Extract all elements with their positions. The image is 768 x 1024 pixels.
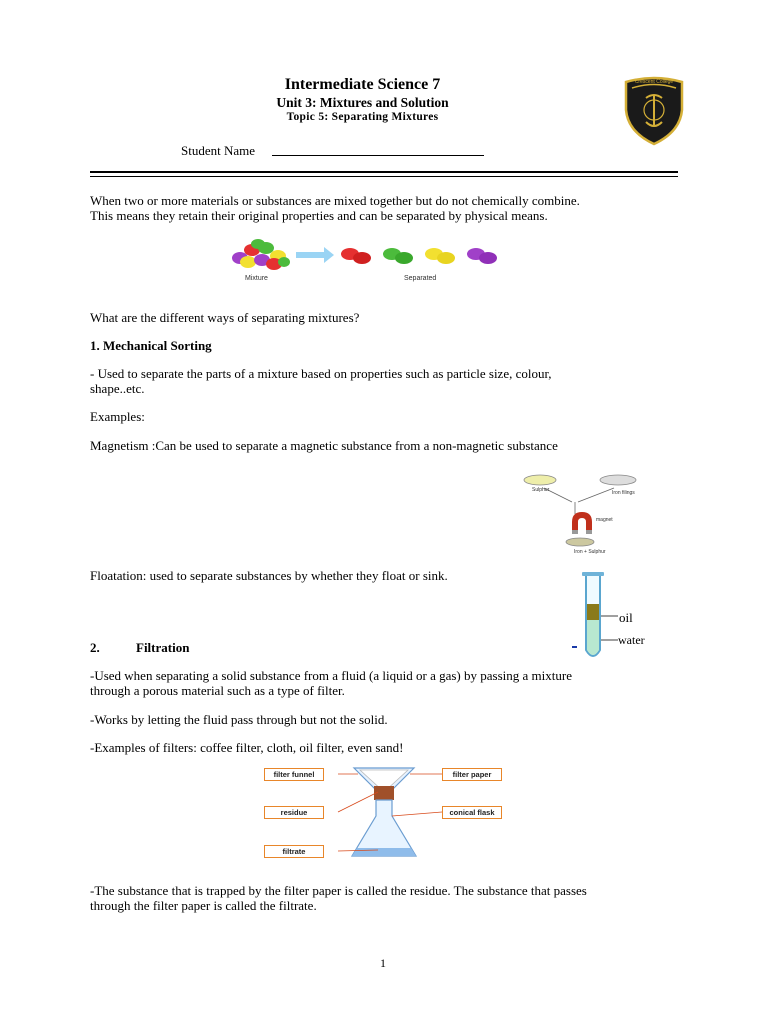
section-2-heading: Filtration bbox=[136, 640, 190, 655]
label-filter-funnel: filter funnel bbox=[264, 768, 324, 781]
label-conical-flask: conical flask bbox=[442, 806, 502, 819]
filtration-p1-line-2: through a porous material such as a type of filter. bbox=[90, 683, 345, 698]
filtration-p2: -Works by letting the fluid pass through but not the solid. bbox=[90, 712, 388, 727]
label-filter-paper: filter paper bbox=[442, 768, 502, 781]
filtration-p1-line-1: -Used when separating a solid substance from a fluid (a liquid or a gas) by passing a mixture bbox=[90, 668, 572, 683]
unit-title: Unit 3: Mixtures and Solution bbox=[276, 95, 449, 110]
school-crest-icon bbox=[622, 76, 686, 146]
section-1-heading: 1. Mechanical Sorting bbox=[90, 338, 212, 353]
examples-label: Examples: bbox=[90, 409, 145, 424]
section-1-desc-2: shape..etc. bbox=[90, 381, 145, 396]
label-residue: residue bbox=[264, 806, 324, 819]
label-magnet: magnet bbox=[596, 517, 613, 523]
mixed-candies bbox=[232, 239, 290, 270]
topic-title: Topic 5: Separating Mixtures bbox=[286, 111, 439, 123]
intro-line-1: When two or more materials or substances are mixed together but do not chemically combine. bbox=[90, 193, 580, 208]
label-iron-filings: Iron filings bbox=[612, 490, 635, 496]
filtrate-liquid bbox=[352, 848, 416, 856]
green-candies bbox=[383, 248, 413, 264]
magnetism-text: Magnetism :Can be used to separate a magnetic substance from a non-magnetic substance bbox=[90, 438, 558, 453]
filtration-p4-line-1: -The substance that is trapped by the filter paper is called the residue. The substance that passes bbox=[90, 883, 587, 898]
page-number: 1 bbox=[380, 956, 386, 970]
magnet-figure bbox=[518, 468, 648, 560]
student-name-label: Student Name bbox=[181, 143, 256, 158]
label-sulphur: Sulphur bbox=[532, 487, 550, 493]
blue-dash bbox=[572, 646, 577, 648]
header-rule-thin bbox=[90, 176, 678, 177]
stopper bbox=[374, 786, 394, 800]
oil-layer bbox=[587, 604, 599, 620]
conical-flask-icon bbox=[352, 800, 416, 856]
logo-text: Crescent College bbox=[634, 79, 674, 85]
iron-filings-dish bbox=[600, 475, 636, 485]
water-layer bbox=[587, 620, 599, 655]
section-1-desc-1: - Used to separate the parts of a mixture based on properties such as particle size, colour, bbox=[90, 366, 552, 381]
question-text: What are the different ways of separating mixtures? bbox=[90, 310, 360, 325]
filtration-p4-line-2: through the filter paper is called the filtrate. bbox=[90, 898, 317, 913]
mixture-dish bbox=[566, 538, 594, 546]
doc-title: Intermediate Science 7 bbox=[284, 76, 441, 93]
label-filtrate: filtrate bbox=[264, 845, 324, 858]
filtration-p3: -Examples of filters: coffee filter, cloth, oil filter, even sand! bbox=[90, 740, 404, 755]
red-candies bbox=[341, 248, 371, 264]
mixture-figure bbox=[228, 236, 504, 272]
sulphur-dish bbox=[524, 475, 556, 485]
header-rule-thick bbox=[90, 171, 678, 173]
label-separated: Separated bbox=[404, 275, 437, 282]
magnet-icon bbox=[572, 512, 592, 532]
purple-candies bbox=[467, 248, 497, 264]
label-water: water bbox=[618, 633, 645, 647]
label-iron-sulphur: Iron + Sulphur bbox=[574, 549, 606, 555]
test-tube-figure bbox=[568, 570, 624, 664]
floatation-text: Floatation: used to separate substances by whether they float or sink. bbox=[90, 568, 448, 583]
section-2-number: 2. bbox=[90, 640, 100, 655]
label-oil: oil bbox=[619, 610, 633, 625]
arrow-icon bbox=[296, 247, 334, 263]
student-name-line[interactable] bbox=[272, 155, 484, 156]
intro-line-2: This means they retain their original properties and can be separated by physical means. bbox=[90, 208, 548, 223]
yellow-candies bbox=[425, 248, 455, 264]
label-mixture: Mixture bbox=[245, 275, 268, 282]
